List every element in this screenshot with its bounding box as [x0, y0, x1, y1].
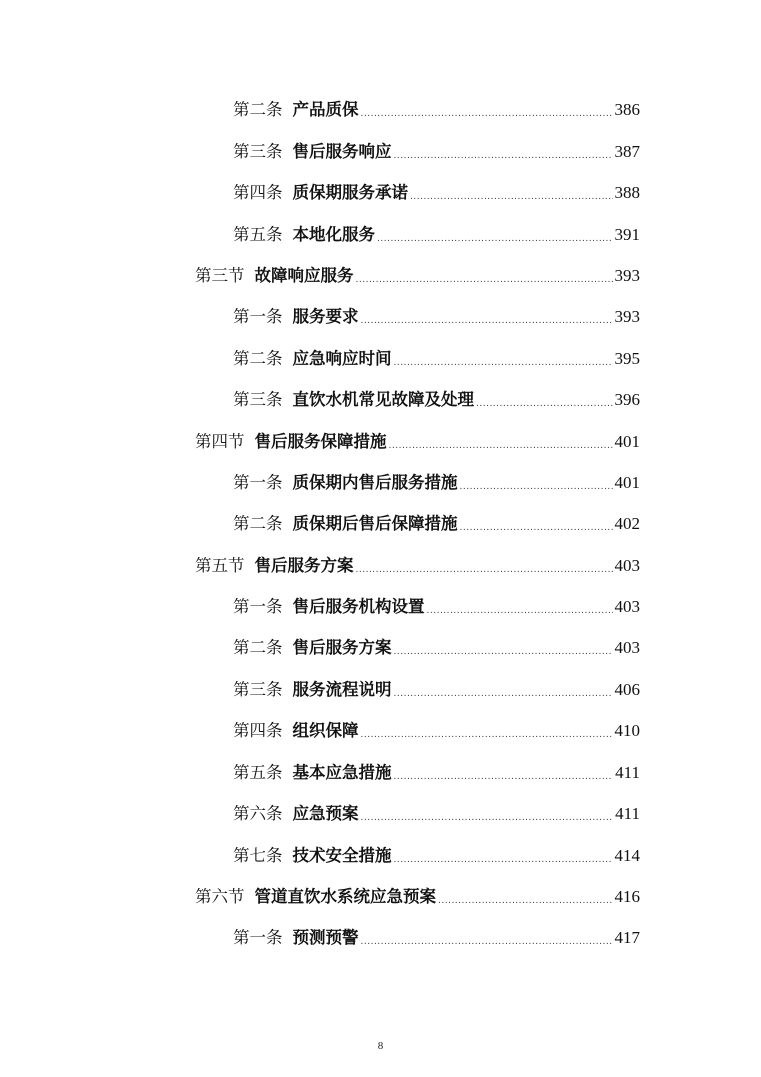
toc-entry-title: 本地化服务: [292, 225, 375, 244]
toc-dot-leader: [394, 846, 613, 874]
toc-entry[interactable]: [195, 883, 640, 911]
toc-entry-title: 管道直饮水系统应急预案: [254, 887, 436, 906]
toc-entry-number: 第二条: [233, 514, 283, 533]
toc-entry-title: 预测预警: [292, 928, 359, 947]
toc-entry-page: 388: [614, 183, 640, 202]
toc-entry-number: 第二条: [233, 638, 283, 657]
toc-entry[interactable]: [233, 842, 640, 870]
toc-dot-leader: [361, 804, 614, 832]
toc-entry-title: 应急响应时间: [292, 349, 392, 368]
toc-dot-leader: [361, 721, 613, 749]
toc-entry-title: 售后服务响应: [292, 142, 392, 161]
toc-dot-leader: [476, 390, 613, 418]
toc-entry-number: 第七条: [233, 846, 283, 865]
toc-entry-number: 第三条: [233, 680, 283, 699]
toc-entry[interactable]: [233, 469, 640, 497]
toc-dot-leader: [356, 266, 613, 294]
toc-dot-leader: [394, 142, 613, 170]
toc-dot-leader: [377, 225, 613, 253]
toc-entry-page: 403: [614, 597, 640, 616]
toc-entry-title: 产品质保: [292, 100, 359, 119]
toc-entry-title: 质保期后售后保障措施: [292, 514, 458, 533]
toc-entry-title: 服务要求: [292, 307, 359, 326]
toc-entry-page: 401: [614, 473, 640, 492]
toc-entry[interactable]: [233, 96, 640, 124]
toc-dot-leader: [389, 432, 613, 460]
toc-entry[interactable]: [195, 428, 640, 456]
toc-dot-leader: [460, 473, 613, 501]
toc-entry-title: 服务流程说明: [292, 680, 392, 699]
toc-entry-page: 401: [614, 432, 640, 451]
toc-entry-page: 411: [615, 804, 640, 823]
toc-entry[interactable]: [233, 676, 640, 704]
toc-dot-leader: [438, 887, 613, 915]
toc-entry-title: 售后服务机构设置: [292, 597, 425, 616]
toc-entry-number: 第三条: [233, 142, 283, 161]
toc-entry[interactable]: [233, 510, 640, 538]
toc-entry-title: 基本应急措施: [292, 763, 392, 782]
toc-entry-number: 第三节: [195, 266, 245, 285]
toc-entry-number: 第六条: [233, 804, 283, 823]
toc-entry[interactable]: [233, 634, 640, 662]
toc-entry[interactable]: [233, 800, 640, 828]
toc-entry-title: 技术安全措施: [292, 846, 392, 865]
toc-entry-page: 396: [614, 390, 640, 409]
toc-entry-page: 417: [614, 928, 640, 947]
toc-entry-number: 第一条: [233, 307, 283, 326]
toc-dot-leader: [394, 763, 614, 791]
toc-entry-page: 414: [614, 846, 640, 865]
toc-entry-title: 组织保障: [292, 721, 359, 740]
toc-entry-number: 第四条: [233, 721, 283, 740]
toc-entry[interactable]: [195, 262, 640, 290]
toc-entry-page: 387: [614, 142, 640, 161]
toc-entry-number: 第五条: [233, 225, 283, 244]
toc-entry-title: 质保期服务承诺: [292, 183, 408, 202]
toc-entry-number: 第四节: [195, 432, 245, 451]
toc-dot-leader: [394, 680, 613, 708]
toc-entry-number: 第五条: [233, 763, 283, 782]
toc-entry[interactable]: [233, 303, 640, 331]
toc-dot-leader: [361, 307, 613, 335]
toc-entry-title: 售后服务方案: [292, 638, 392, 657]
toc-entry-page: 403: [614, 638, 640, 657]
toc-entry-title: 应急预案: [292, 804, 359, 823]
toc-dot-leader: [460, 514, 613, 542]
toc-entry-page: 410: [614, 721, 640, 740]
toc-entry-title: 售后服务保障措施: [254, 432, 387, 451]
toc-entry-title: 直饮水机常见故障及处理: [292, 390, 474, 409]
toc-entry-page: 416: [614, 887, 640, 906]
toc-entry-number: 第一条: [233, 928, 283, 947]
page-number: 8: [377, 1040, 384, 1052]
toc-entry-page: 393: [614, 266, 640, 285]
toc-entry[interactable]: [233, 759, 640, 787]
toc-dot-leader: [427, 597, 613, 625]
toc-entry[interactable]: [233, 138, 640, 166]
toc-entry[interactable]: [233, 717, 640, 745]
toc-entry-page: 403: [614, 556, 640, 575]
toc-entry-number: 第一条: [233, 473, 283, 492]
toc-entry[interactable]: [233, 386, 640, 414]
toc-entry-page: 406: [614, 680, 640, 699]
toc-entry-page: 393: [614, 307, 640, 326]
toc-entry-page: 411: [615, 763, 640, 782]
toc-dot-leader: [356, 556, 613, 584]
toc-entry-title: 质保期内售后服务措施: [292, 473, 458, 492]
toc-entry-number: 第三条: [233, 390, 283, 409]
toc-entry-number: 第四条: [233, 183, 283, 202]
toc-dot-leader: [410, 183, 613, 211]
toc-entry[interactable]: [195, 552, 640, 580]
toc-entry[interactable]: [233, 345, 640, 373]
toc-dot-leader: [394, 349, 613, 377]
toc-entry-number: 第六节: [195, 887, 245, 906]
toc-entry-page: 386: [614, 100, 640, 119]
toc-entry[interactable]: [233, 221, 640, 249]
toc-entry[interactable]: [233, 179, 640, 207]
toc-entry-number: 第五节: [195, 556, 245, 575]
toc-entry-number: 第二条: [233, 349, 283, 368]
toc-entry-page: 402: [614, 514, 640, 533]
toc-entry-number: 第一条: [233, 597, 283, 616]
toc-entry-page: 391: [614, 225, 640, 244]
toc-entry[interactable]: [233, 593, 640, 621]
toc-entry-title: 故障响应服务: [254, 266, 354, 285]
toc-entry-page: 395: [614, 349, 640, 368]
toc-dot-leader: [361, 928, 613, 956]
toc-entry-number: 第二条: [233, 100, 283, 119]
toc-dot-leader: [361, 100, 613, 128]
toc-entry-title: 售后服务方案: [254, 556, 354, 575]
toc-entry[interactable]: [233, 924, 640, 952]
toc-dot-leader: [394, 638, 613, 666]
